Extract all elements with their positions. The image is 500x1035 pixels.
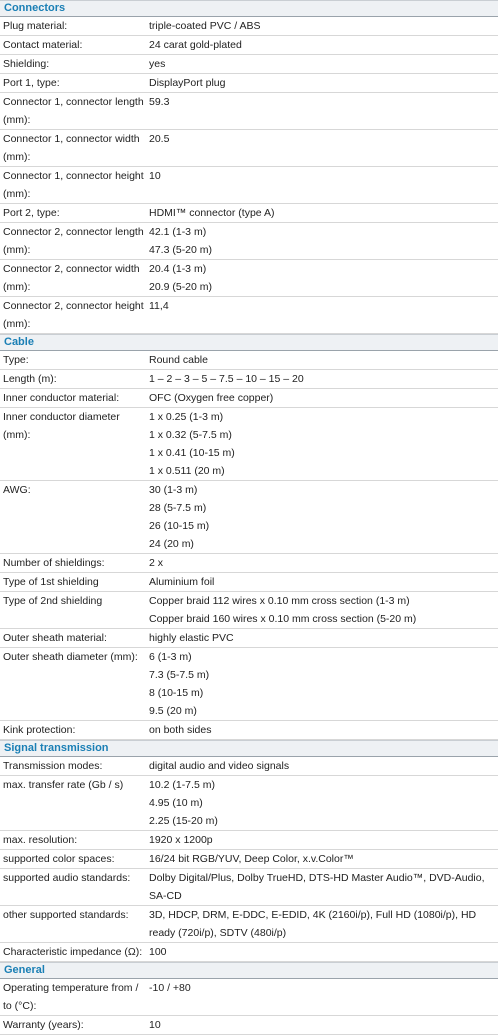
spec-row xyxy=(0,55,498,74)
spec-value xyxy=(146,204,498,222)
spec-value xyxy=(146,370,498,388)
spec-value xyxy=(146,260,498,296)
spec-value-line: 1 – 2 – 3 – 5 – 7.5 – 10 – 15 – 20 xyxy=(149,373,304,385)
spec-value xyxy=(146,850,498,868)
spec-row xyxy=(0,389,498,408)
spec-value-line: 1 x 0.32 (5-7.5 m) xyxy=(149,429,232,441)
spec-value-line: 8 (10-15 m) xyxy=(149,687,204,699)
spec-value xyxy=(146,130,498,166)
spec-value-line: 26 (10-15 m) xyxy=(149,520,210,532)
spec-value-line: 10 xyxy=(149,170,161,182)
spec-value-line: Copper braid 160 wires x 0.10 mm cross section (5-20 m) xyxy=(149,613,417,625)
spec-value-line: 3D, HDCP, DRM, E-DDC, E-EDID, 4K (2160i/p), Full HD (1080i/p), HD ready (720i/p), SDTV (480i/p) xyxy=(149,909,477,939)
spec-value-line: 100 xyxy=(149,946,167,958)
spec-value-line: 20.4 (1-3 m) xyxy=(149,263,207,275)
spec-row xyxy=(0,592,498,629)
spec-row xyxy=(0,408,498,481)
spec-row xyxy=(0,481,498,554)
spec-value-line: on both sides xyxy=(149,724,212,736)
spec-value-line: 24 carat gold-plated xyxy=(149,39,242,51)
spec-row xyxy=(0,554,498,573)
spec-key: Type of 2nd shielding xyxy=(3,595,103,607)
spec-value xyxy=(146,17,498,35)
spec-value xyxy=(146,592,498,628)
spec-value xyxy=(146,223,498,259)
spec-key: Port 1, type: xyxy=(3,77,60,89)
spec-value-line: 11,4 xyxy=(149,300,169,312)
spec-row xyxy=(0,36,498,55)
spec-row xyxy=(0,130,498,167)
section-heading: Connectors xyxy=(0,0,498,17)
spec-key: Connector 1, connector height (mm): xyxy=(3,170,144,200)
spec-value xyxy=(146,36,498,54)
spec-row xyxy=(0,351,498,370)
spec-row xyxy=(0,869,498,906)
spec-key: Type: xyxy=(3,354,29,366)
spec-row xyxy=(0,297,498,334)
section-heading: General xyxy=(0,962,498,979)
spec-value-line: HDMI™ connector (type A) xyxy=(149,207,275,219)
spec-value xyxy=(146,831,498,849)
spec-value-line: 7.3 (5-7.5 m) xyxy=(149,669,210,681)
spec-value xyxy=(146,297,498,333)
spec-value xyxy=(146,389,498,407)
spec-key: Number of shieldings: xyxy=(3,557,105,569)
spec-value-line: 9.5 (20 m) xyxy=(149,705,197,717)
spec-value-line: 24 (20 m) xyxy=(149,538,194,550)
spec-value xyxy=(146,721,498,739)
spec-key: Port 2, type: xyxy=(3,207,60,219)
spec-value xyxy=(146,757,498,775)
spec-value-line: OFC (Oxygen free copper) xyxy=(149,392,274,404)
spec-key: other supported standards: xyxy=(3,909,129,921)
spec-key: Type of 1st shielding xyxy=(3,576,99,588)
spec-key: Contact material: xyxy=(3,39,83,51)
spec-key: Connector 2, connector width (mm): xyxy=(3,263,140,293)
spec-value-line: digital audio and video signals xyxy=(149,760,290,772)
spec-value-line: 10.2 (1-7.5 m) xyxy=(149,779,215,791)
spec-value xyxy=(146,351,498,369)
spec-value-line: 1 x 0.25 (1-3 m) xyxy=(149,411,224,423)
spec-value-line: Round cable xyxy=(149,354,208,366)
spec-value-line: highly elastic PVC xyxy=(149,632,234,644)
spec-key: Inner conductor diameter (mm): xyxy=(3,411,120,441)
spec-row xyxy=(0,223,498,260)
spec-value-line: 1 x 0.41 (10-15 m) xyxy=(149,447,235,459)
spec-key: Kink protection: xyxy=(3,724,76,736)
spec-row xyxy=(0,74,498,93)
spec-value-line: 59.3 xyxy=(149,96,170,108)
spec-value-line: 4.95 (10 m) xyxy=(149,797,203,809)
spec-value-line: 16/24 bit RGB/YUV, Deep Color, x.v.Color™ xyxy=(149,853,354,865)
spec-value xyxy=(146,869,498,905)
spec-value-line: 30 (1-3 m) xyxy=(149,484,198,496)
spec-row xyxy=(0,629,498,648)
spec-row xyxy=(0,757,498,776)
spec-key: Warranty (years): xyxy=(3,1019,84,1031)
spec-value xyxy=(146,554,498,572)
spec-key: supported audio standards: xyxy=(3,872,131,884)
spec-row xyxy=(0,167,498,204)
spec-key: Connector 1, connector length (mm): xyxy=(3,96,144,126)
spec-value xyxy=(146,906,498,942)
spec-key: Connector 1, connector width (mm): xyxy=(3,133,140,163)
spec-key: max. transfer rate (Gb / s) xyxy=(3,779,124,791)
spec-key: Outer sheath diameter (mm): xyxy=(3,651,138,663)
spec-value-line: 2 x xyxy=(149,557,164,569)
spec-value-line: Aluminium foil xyxy=(149,576,215,588)
spec-value-line: triple-coated PVC / ABS xyxy=(149,20,261,32)
spec-key: Inner conductor material: xyxy=(3,392,120,404)
spec-row xyxy=(0,17,498,36)
spec-key: AWG: xyxy=(3,484,31,496)
spec-value xyxy=(146,648,498,720)
spec-value-line: Dolby Digital/Plus, Dolby TrueHD, DTS-HD Master Audio™, DVD-Audio, SA-CD xyxy=(149,872,485,902)
spec-value xyxy=(146,943,498,961)
spec-value-line: 1 x 0.511 (20 m) xyxy=(149,465,225,477)
spec-value-line: DisplayPort plug xyxy=(149,77,226,89)
spec-row xyxy=(0,648,498,721)
spec-value xyxy=(146,629,498,647)
spec-value-line: 20.9 (5-20 m) xyxy=(149,281,213,293)
spec-key: Plug material: xyxy=(3,20,68,32)
spec-row xyxy=(0,204,498,223)
spec-row xyxy=(0,979,498,1016)
spec-row xyxy=(0,943,498,962)
spec-value-line: 2.25 (15-20 m) xyxy=(149,815,218,827)
spec-value xyxy=(146,573,498,591)
section-heading: Signal transmission xyxy=(0,740,498,757)
spec-key: Characteristic impedance (Ω): xyxy=(3,946,143,958)
spec-row xyxy=(0,260,498,297)
spec-key: Length (m): xyxy=(3,373,57,385)
spec-value-line: Copper braid 112 wires x 0.10 mm cross section (1-3 m) xyxy=(149,595,410,607)
spec-row xyxy=(0,1016,498,1035)
spec-row xyxy=(0,370,498,389)
spec-key: Outer sheath material: xyxy=(3,632,107,644)
spec-row xyxy=(0,906,498,943)
spec-value xyxy=(146,1016,498,1034)
spec-row xyxy=(0,93,498,130)
spec-value-line: 47.3 (5-20 m) xyxy=(149,244,213,256)
spec-value xyxy=(146,167,498,203)
spec-value xyxy=(146,481,498,553)
spec-value-line: 42.1 (1-3 m) xyxy=(149,226,207,238)
spec-key: Operating temperature from / to (°C): xyxy=(3,982,139,1012)
spec-key: Shielding: xyxy=(3,58,50,70)
spec-value-line: 6 (1-3 m) xyxy=(149,651,192,663)
spec-row xyxy=(0,721,498,740)
spec-key: Connector 2, connector height (mm): xyxy=(3,300,144,330)
spec-row xyxy=(0,573,498,592)
spec-value-line: 20.5 xyxy=(149,133,170,145)
spec-value-line: 28 (5-7.5 m) xyxy=(149,502,207,514)
spec-value xyxy=(146,979,498,1015)
spec-key: Connector 2, connector length (mm): xyxy=(3,226,144,256)
spec-value xyxy=(146,408,498,480)
spec-value xyxy=(146,93,498,129)
spec-row xyxy=(0,776,498,831)
spec-value-line: -10 / +80 xyxy=(149,982,191,994)
spec-row xyxy=(0,850,498,869)
spec-key: Transmission modes: xyxy=(3,760,103,772)
spec-value xyxy=(146,55,498,73)
spec-key: supported color spaces: xyxy=(3,853,115,865)
spec-value xyxy=(146,74,498,92)
spec-key: max. resolution: xyxy=(3,834,78,846)
spec-value xyxy=(146,776,498,830)
spec-value-line: yes xyxy=(149,58,166,70)
spec-value-line: 10 xyxy=(149,1019,161,1031)
spec-value-line: 1920 x 1200p xyxy=(149,834,213,846)
spec-row xyxy=(0,831,498,850)
section-heading: Cable xyxy=(0,334,498,351)
